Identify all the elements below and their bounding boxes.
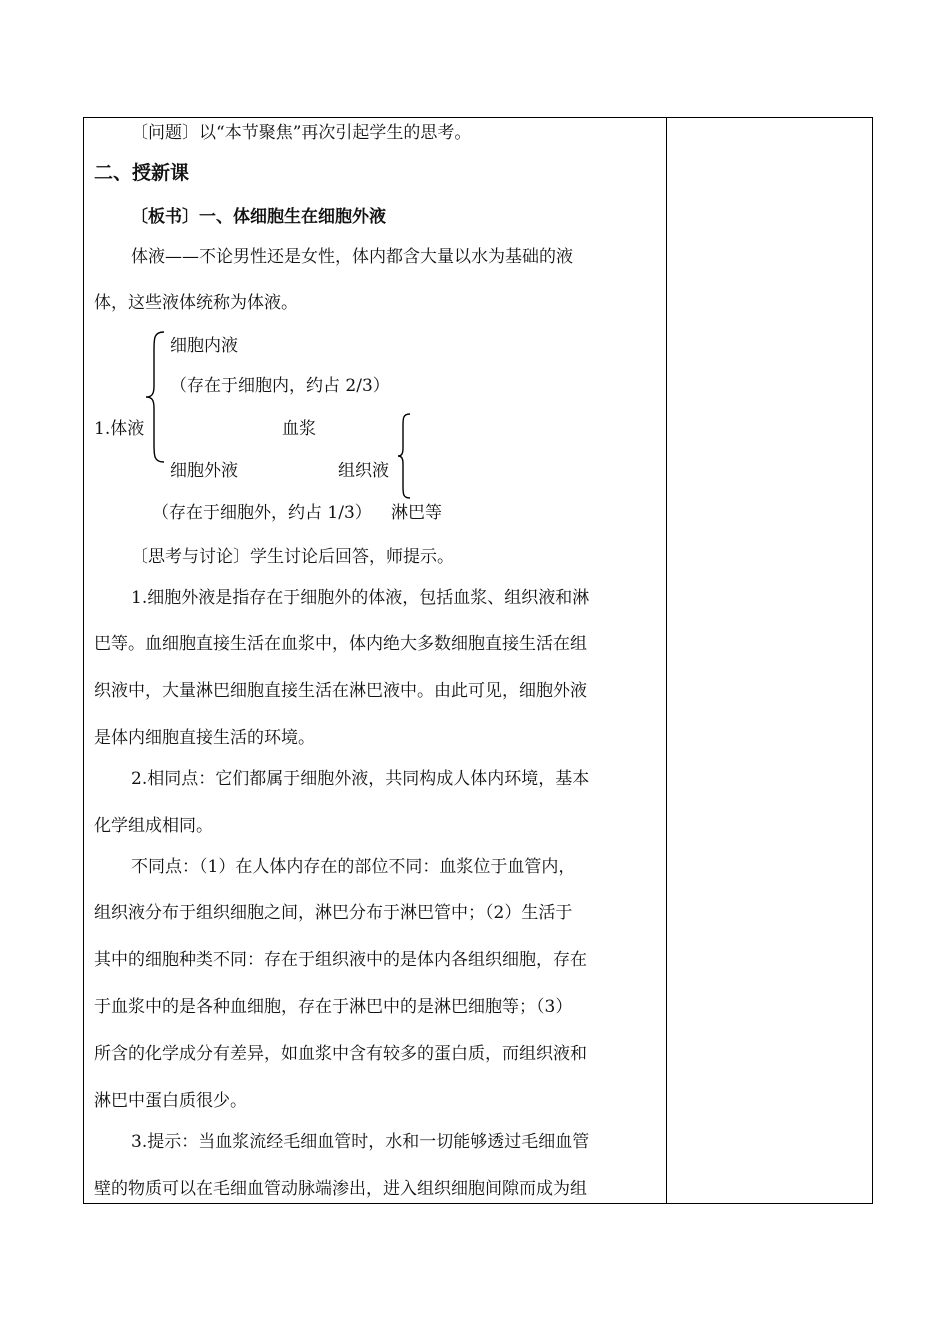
paragraph-line: 3.提示：当血浆流经毛细血管时，水和一切能够透过毛细血管 bbox=[131, 1132, 590, 1152]
plasma-label: 血浆 bbox=[282, 419, 316, 439]
extracellular-note: （存在于细胞外，约占 1/3） bbox=[152, 503, 372, 523]
paragraph-line: 1.细胞外液是指存在于细胞外的体液，包括血浆、组织液和淋 bbox=[131, 588, 590, 608]
tissue-fluid-label: 组织液 bbox=[338, 461, 389, 481]
paragraph-line: 淋巴中蛋白质很少。 bbox=[94, 1091, 247, 1111]
paragraph-line: 体，这些液体统称为体液。 bbox=[94, 293, 298, 313]
paragraph-line: 织液中，大量淋巴细胞直接生活在淋巴液中。由此可见，细胞外液 bbox=[94, 681, 587, 701]
problem-line: 〔问题〕以“本节聚焦”再次引起学生的思考。 bbox=[131, 123, 472, 143]
section-heading: 二、授新课 bbox=[94, 162, 190, 184]
paragraph-line: 壁的物质可以在毛细血管动脉端渗出，进入组织细胞间隙而成为组 bbox=[94, 1179, 587, 1199]
paragraph-line: 其中的细胞种类不同：存在于组织液中的是体内各组织细胞，存在 bbox=[94, 950, 587, 970]
board-heading: 〔板书〕一、体细胞生在细胞外液 bbox=[131, 207, 386, 227]
diagram-root-label: 1.体液 bbox=[94, 419, 145, 439]
intracellular-label: 细胞内液 bbox=[170, 336, 238, 356]
intracellular-note: （存在于细胞内，约占 2/3） bbox=[170, 376, 390, 396]
paragraph-line: 是体内细胞直接生活的环境。 bbox=[94, 728, 315, 748]
paragraph-line: 不同点：（1）在人体内存在的部位不同：血浆位于血管内， bbox=[131, 857, 576, 877]
paragraph-line: 巴等。血细胞直接生活在血浆中，体内绝大多数细胞直接生活在组 bbox=[94, 634, 587, 654]
discussion-line: 〔思考与讨论〕学生讨论后回答，师提示。 bbox=[131, 547, 454, 567]
paragraph-line: 化学组成相同。 bbox=[94, 816, 213, 836]
lymph-label: 淋巴等 bbox=[391, 503, 442, 523]
paragraph-line: 组织液分布于组织细胞之间，淋巴分布于淋巴管中；（2）生活于 bbox=[94, 903, 573, 923]
left-brace-icon bbox=[144, 330, 166, 464]
paragraph-line: 所含的化学成分有差异，如血浆中含有较多的蛋白质，而组织液和 bbox=[94, 1044, 587, 1064]
paragraph-line: 2.相同点：它们都属于细胞外液，共同构成人体内环境，基本 bbox=[131, 769, 590, 789]
right-brace-icon bbox=[396, 412, 412, 500]
table-column-divider bbox=[666, 117, 667, 1204]
extracellular-label: 细胞外液 bbox=[170, 461, 238, 481]
lesson-table bbox=[83, 117, 873, 1204]
paragraph-line: 于血浆中的是各种血细胞，存在于淋巴中的是淋巴细胞等；（3） bbox=[94, 997, 573, 1017]
paragraph-line: 体液——不论男性还是女性，体内都含大量以水为基础的液 bbox=[131, 247, 573, 267]
